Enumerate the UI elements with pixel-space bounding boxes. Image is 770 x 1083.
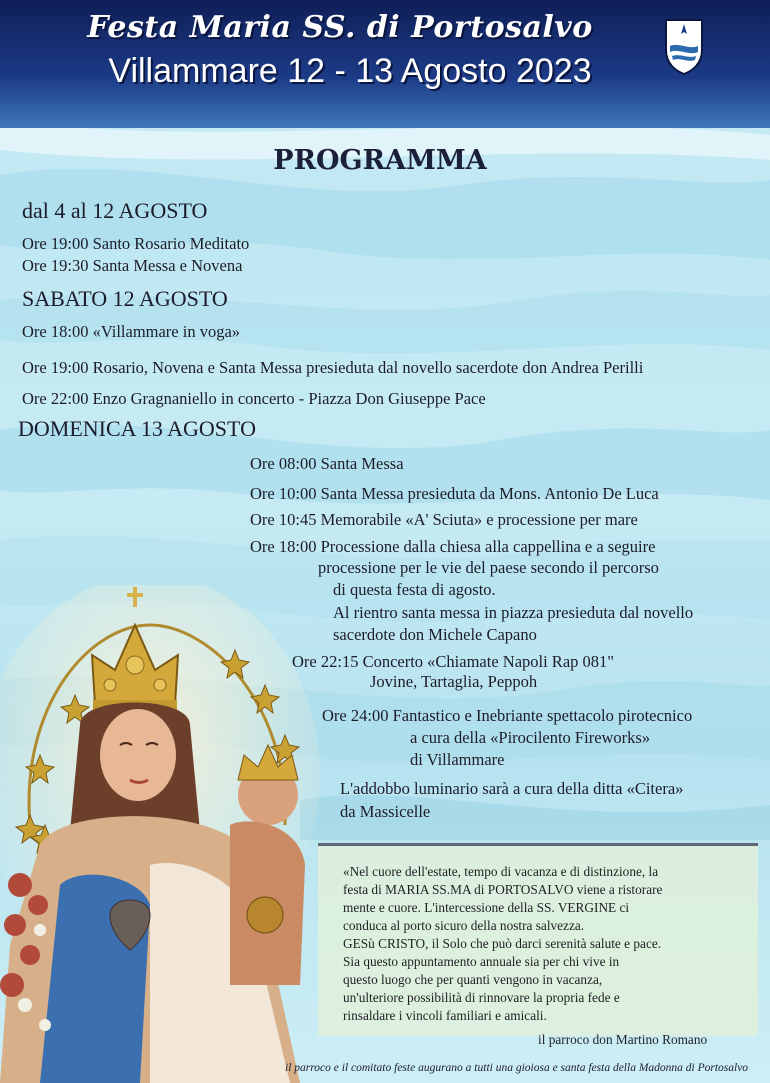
schedule-item-continued: sacerdote don Michele Capano xyxy=(333,625,537,644)
message-line: «Nel cuore dell'estate, tempo di vacanza e di distinzione, la xyxy=(343,864,659,879)
section-heading: SABATO 12 AGOSTO xyxy=(22,286,228,311)
schedule-item-continued: di Villammare xyxy=(410,750,505,769)
schedule-item: Ore 18:00 Processione dalla chiesa alla cappellina e a seguire xyxy=(250,537,656,556)
schedule-item: Ore 22:00 Enzo Gragnaniello in concerto - Piazza Don Giuseppe Pace xyxy=(22,389,486,408)
schedule-item: Ore 19:00 Rosario, Novena e Santa Messa presieduta dal novello sacerdote don Andrea Perilli xyxy=(22,358,644,377)
schedule-item: Ore 08:00 Santa Messa xyxy=(250,454,404,473)
lighting-note-continued: da Massicelle xyxy=(340,802,431,821)
schedule-item-continued: Al rientro santa messa in piazza presieduta dal novello xyxy=(333,603,694,622)
header-banner xyxy=(0,0,770,128)
message-line: conduca al porto sicuro della nostra salvezza. xyxy=(343,918,585,933)
message-line: mente e cuore. L'intercessione della SS. VERGINE ci xyxy=(343,900,630,915)
schedule-item: Ore 24:00 Fantastico e Inebriante spettacolo pirotecnico xyxy=(322,706,693,725)
schedule-item: Ore 18:00 «Villammare in voga» xyxy=(22,322,241,341)
message-line: questo luogo che per quanti vengono in vacanza, xyxy=(343,972,603,987)
message-line: GESù CRISTO, il Solo che può darci serenità salute e pace. xyxy=(343,936,662,951)
poster-title: Festa Maria SS. di Portosalvo xyxy=(87,10,593,45)
poster-subtitle: Villammare 12 - 13 Agosto 2023 xyxy=(108,52,592,90)
section-heading: dal 4 al 12 AGOSTO xyxy=(22,198,208,223)
crest-shield-icon xyxy=(662,16,706,76)
schedule-item: Ore 19:30 Santa Messa e Novena xyxy=(22,256,243,275)
schedule-item-continued: a cura della «Pirocilento Fireworks» xyxy=(410,728,651,747)
schedule-item: Ore 22:15 Concerto «Chiamate Napoli Rap 081" xyxy=(292,652,614,671)
schedule-item-continued: Jovine, Tartaglia, Peppoh xyxy=(370,672,538,691)
schedule-item-continued: processione per le vie del paese secondo il percorso xyxy=(318,558,659,577)
schedule-item: Ore 19:00 Santo Rosario Meditato xyxy=(22,234,250,253)
message-line: Sia questo appuntamento annuale sia per chi vive in xyxy=(343,954,620,969)
message-line: rinsaldare i vincoli familiari e amicali. xyxy=(343,1008,547,1023)
schedule-item: Ore 10:45 Memorabile «A' Sciuta» e processione per mare xyxy=(250,510,638,529)
program-heading: PROGRAMMA xyxy=(273,145,487,176)
lighting-note: L'addobbo luminario sarà a cura della ditta «Citera» xyxy=(340,779,684,798)
message-line: festa di MARIA SS.MA di PORTOSALVO viene a ristorare xyxy=(343,882,663,897)
schedule-item-continued: di questa festa di agosto. xyxy=(333,580,496,599)
schedule-item: Ore 10:00 Santa Messa presieduta da Mons. Antonio De Luca xyxy=(250,484,659,503)
footer-greeting: il parroco e il comitato feste augurano a tutti una gioiosa e santa festa della Madonna di Portosalvo xyxy=(285,1062,749,1074)
section-heading: DOMENICA 13 AGOSTO xyxy=(18,416,256,441)
message-line: un'ulteriore possibilità di rinnovare la propria fede e xyxy=(343,990,620,1005)
madonna-statue-image xyxy=(0,585,320,1083)
message-signature: il parroco don Martino Romano xyxy=(538,1032,708,1047)
